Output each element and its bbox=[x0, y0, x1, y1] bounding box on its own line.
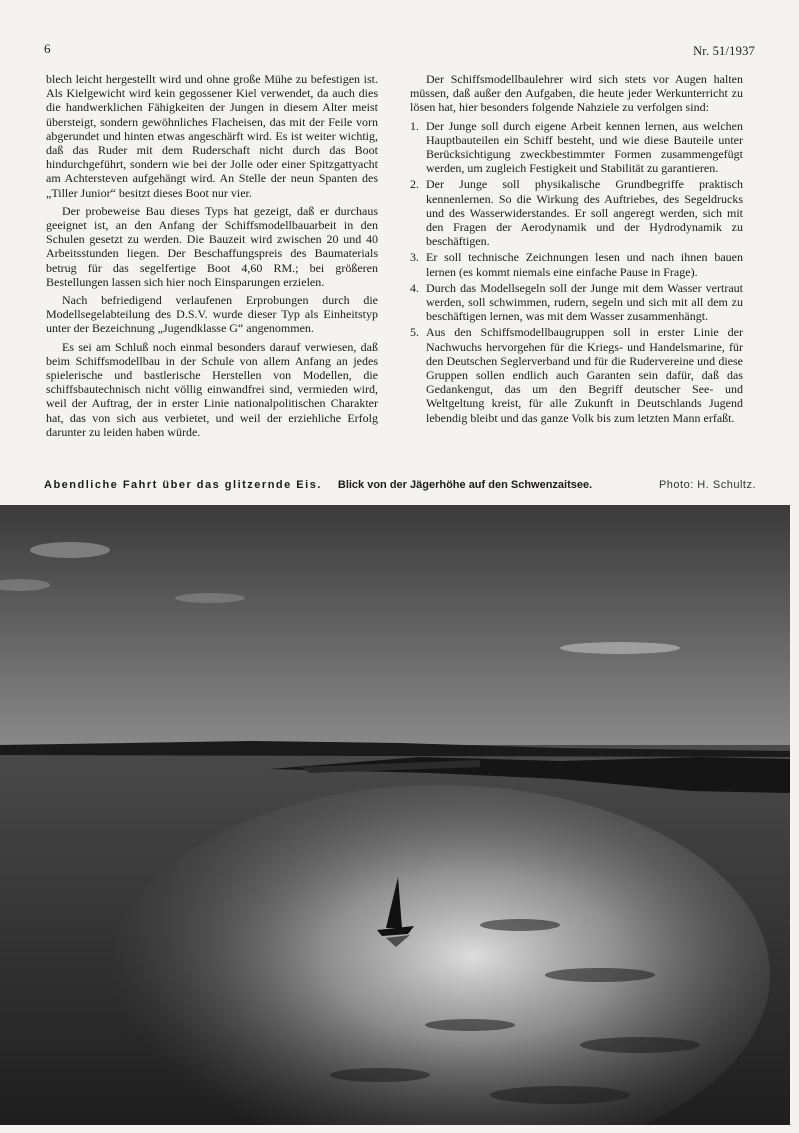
goal-list bbox=[410, 119, 743, 425]
photo-caption bbox=[44, 479, 756, 491]
caption-title: Abendliche Fahrt über das glitzernde Eis. bbox=[44, 479, 322, 491]
list-number: 2. bbox=[410, 177, 419, 192]
left-text-column bbox=[46, 72, 378, 443]
paragraph: Nach befriedigend verlaufenen Erprobungen durch die Modellsegelabteilung des D.S.V. wurde dieser Typ als Einheitstyp unter der Bezeichnung „Jugendklasse G“ angenommen. bbox=[46, 293, 378, 336]
paragraph: Der probeweise Bau dieses Typs hat gezeigt, daß er durchaus geeignet ist, an den Anfang der Schiffsmodellbauarbeit in den Schulen gesetzt zu werden. Die Bauzeit wird zwischen 20 und 40 Arbeitsstunden liegen. Der Beschaffungspreis des Baumaterials betrug für das segelfertige Boot 4,60 RM.; bei größeren Bestellungen lassen sich hier noch Einsparungen erzielen. bbox=[46, 203, 378, 289]
list-number: 5. bbox=[410, 325, 419, 340]
list-number: 3. bbox=[410, 250, 419, 265]
list-text: Durch das Modellsegeln soll der Junge mit dem Wasser vertraut werden, soll schwimmen, rudern, segeln und sich mit all dem zu beschäftigen lernen, was mit dem Wasser zusammenhängt. bbox=[426, 280, 743, 324]
cloud bbox=[560, 642, 680, 654]
list-text: Der Junge soll durch eigene Arbeit kennen lernen, aus welchen Hauptbauteilen ein Schiff besteht, und wie diese Bauteile unter Berücksichtigung zweckbestimmter Formen zusammengefügt werden, um zugleich Festigkeit und Stabilität zu garantieren. bbox=[426, 118, 743, 176]
list-number: 4. bbox=[410, 280, 419, 295]
lake-photo-image bbox=[0, 505, 790, 1125]
cloud bbox=[30, 542, 110, 558]
list-text: Er soll technische Zeichnungen lesen und nach ihnen bauen lernen (es kommt niemals eine einfache Pause in Frage). bbox=[426, 250, 743, 279]
list-number: 1. bbox=[410, 118, 419, 133]
issue-number: Nr. 51/1937 bbox=[693, 44, 755, 58]
paragraph: blech leicht hergestellt wird und ohne große Mühe zu befestigen ist. Als Kielgewicht wird kein gegossener Kiel verwendet, da auch dies die handwerklichen Fähigkeiten der Jungen in diesem Alter meist übersteigt, sondern gewöhnliches Flacheisen, das mit der Feile vorn abgerundet und hinten etwas angeschärft wird. Es ist weiter wichtig, daß das Ruder mit dem Ruderschaft nicht durch das Boot hindurchgeführt, sondern wie bei der Jolle oder einer Spitzgattyacht am Achtersteven aufgehängt wird. An Stelle der neun Spanten des „Tiller Junior“ besitzt dieses Boot nur vier. bbox=[46, 72, 378, 200]
paragraph: Es sei am Schluß noch einmal besonders darauf verwiesen, daß beim Schiffsmodellbau in der Schule von allem Anfang an jedes spielerische und bastlerische Herstellen von Modellen, die schiffsbautechnisch nicht völlig einwandfrei sind, vermieden wird, weil der Auftrag, der in erster Linie nationalpolitischen Charakter hat, das von sich aus verbietet, und weil der erziehliche Erfolg darunter zu leiden haben würde. bbox=[46, 339, 378, 439]
list-item bbox=[410, 325, 743, 424]
paragraph: Der Schiffsmodellbaulehrer wird sich stets vor Augen halten müssen, daß außer den Aufgaben, die heute jeder Werkunterricht zu lösen hat, hier besonders folgende Nahziele zu verfolgen sind: bbox=[410, 72, 743, 115]
list-item bbox=[410, 177, 743, 248]
lake-photo bbox=[0, 505, 790, 1125]
photo-credit: Photo: H. Schultz. bbox=[658, 479, 756, 491]
list-text: Der Junge soll physikalische Grundbegriffe praktisch kennenlernen. So die Wirkung des Auftriebes, des Segeldrucks und des Wasserwiderstandes. Er soll angeregt werden, sich mit den Fragen der Aerodynamik und der Hydrodynamik zu beschäftigen. bbox=[426, 177, 743, 249]
list-text: Aus den Schiffsmodellbaugruppen soll in erster Linie der Nachwuchs hervorgehen für die Kriegs- und Handelsmarine, für den Deutschen Seglerverband und für die Rudervereine und diese Gruppen sollen endlich auch Garanten sein dafür, daß das Gedankengut, das um den Begriff deutscher See- und Weltgeltung kreist, für alle Zukunft in Deutschlands Jugend lebendig bleibt und das ganze Volk bis zum letzten Mann erfaßt. bbox=[426, 325, 743, 425]
list-item bbox=[410, 250, 743, 278]
right-text-column bbox=[410, 72, 743, 427]
list-item bbox=[410, 281, 743, 324]
list-item bbox=[410, 119, 743, 176]
cloud bbox=[175, 593, 245, 603]
sky bbox=[0, 505, 790, 750]
caption-subtitle: Blick von der Jägerhöhe auf den Schwenzaitsee. bbox=[337, 479, 593, 491]
page-number: 6 bbox=[44, 41, 51, 56]
